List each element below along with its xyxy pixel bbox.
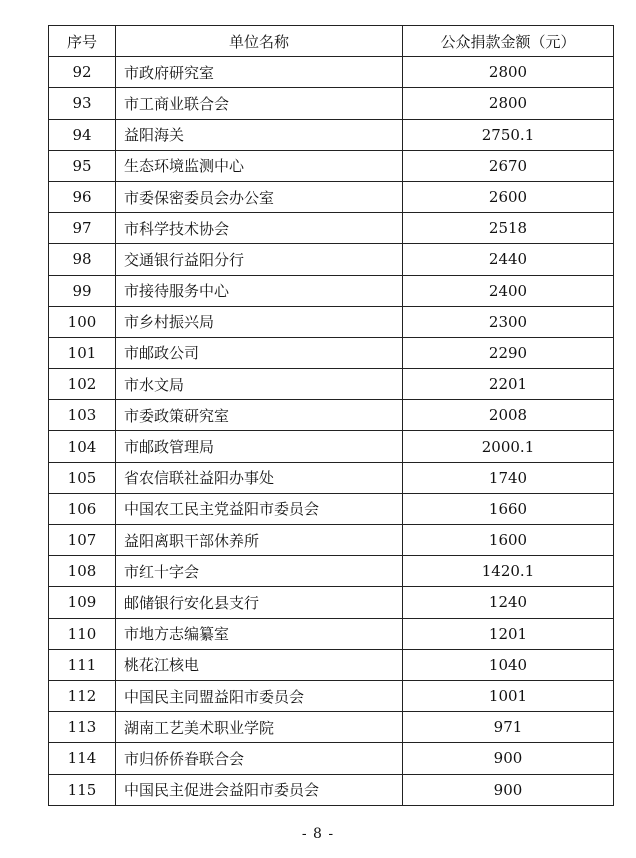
table-row (49, 181, 614, 212)
row-serial-number: 100 (49, 306, 116, 337)
row-serial-number: 106 (49, 493, 116, 524)
donation-table (48, 25, 614, 806)
row-donation-amount: 2201 (403, 369, 614, 400)
row-unit-name: 市邮政管理局 (116, 431, 403, 462)
table-row (49, 400, 614, 431)
row-serial-number: 96 (49, 181, 116, 212)
row-serial-number: 104 (49, 431, 116, 462)
row-unit-name: 桃花江核电 (116, 649, 403, 680)
row-unit-name: 市地方志编纂室 (116, 618, 403, 649)
row-donation-amount: 1240 (403, 587, 614, 618)
row-serial-number: 108 (49, 556, 116, 587)
row-donation-amount: 1001 (403, 680, 614, 711)
row-unit-name: 市红十字会 (116, 556, 403, 587)
table-row (49, 712, 614, 743)
row-donation-amount: 971 (403, 712, 614, 743)
row-unit-name: 市委保密委员会办公室 (116, 181, 403, 212)
row-unit-name: 生态环境监测中心 (116, 150, 403, 181)
row-donation-amount: 2300 (403, 306, 614, 337)
table-header (49, 26, 614, 57)
table-row (49, 743, 614, 774)
row-donation-amount: 2600 (403, 181, 614, 212)
row-unit-name: 中国农工民主党益阳市委员会 (116, 493, 403, 524)
row-donation-amount: 1201 (403, 618, 614, 649)
row-donation-amount: 2750.1 (403, 119, 614, 150)
row-donation-amount: 2008 (403, 400, 614, 431)
row-unit-name: 邮储银行安化县支行 (116, 587, 403, 618)
row-unit-name: 益阳海关 (116, 119, 403, 150)
row-donation-amount: 2518 (403, 213, 614, 244)
row-serial-number: 103 (49, 400, 116, 431)
table-row (49, 493, 614, 524)
row-unit-name: 中国民主促进会益阳市委员会 (116, 774, 403, 805)
row-donation-amount: 1740 (403, 462, 614, 493)
row-donation-amount: 2400 (403, 275, 614, 306)
row-unit-name: 市科学技术协会 (116, 213, 403, 244)
row-serial-number: 115 (49, 774, 116, 805)
row-donation-amount: 2800 (403, 57, 614, 88)
table-row (49, 774, 614, 805)
table-row (49, 462, 614, 493)
row-serial-number: 113 (49, 712, 116, 743)
table-row (49, 57, 614, 88)
table-row (49, 525, 614, 556)
table-body (49, 57, 614, 806)
table-row (49, 369, 614, 400)
row-donation-amount: 900 (403, 743, 614, 774)
table-row (49, 587, 614, 618)
row-unit-name: 市乡村振兴局 (116, 306, 403, 337)
row-serial-number: 97 (49, 213, 116, 244)
row-serial-number: 107 (49, 525, 116, 556)
row-serial-number: 110 (49, 618, 116, 649)
row-donation-amount: 2290 (403, 337, 614, 368)
table-row (49, 556, 614, 587)
row-unit-name: 市工商业联合会 (116, 88, 403, 119)
row-unit-name: 市委政策研究室 (116, 400, 403, 431)
table-row (49, 275, 614, 306)
table-row (49, 88, 614, 119)
table-row (49, 649, 614, 680)
row-unit-name: 市归侨侨眷联合会 (116, 743, 403, 774)
row-donation-amount: 1040 (403, 649, 614, 680)
row-donation-amount: 2440 (403, 244, 614, 275)
row-donation-amount: 1420.1 (403, 556, 614, 587)
row-serial-number: 92 (49, 57, 116, 88)
row-donation-amount: 2670 (403, 150, 614, 181)
table-row (49, 213, 614, 244)
table-row (49, 150, 614, 181)
header-unit-name: 单位名称 (116, 26, 403, 57)
header-donation-amount: 公众捐款金额（元） (403, 26, 614, 57)
row-unit-name: 市邮政公司 (116, 337, 403, 368)
table-row (49, 431, 614, 462)
page-number: - 8 - (301, 826, 335, 842)
table-row (49, 337, 614, 368)
row-donation-amount: 1660 (403, 493, 614, 524)
row-serial-number: 95 (49, 150, 116, 181)
row-unit-name: 市接待服务中心 (116, 275, 403, 306)
table-row (49, 680, 614, 711)
row-serial-number: 105 (49, 462, 116, 493)
row-unit-name: 省农信联社益阳办事处 (116, 462, 403, 493)
table-row (49, 306, 614, 337)
row-serial-number: 94 (49, 119, 116, 150)
header-row (49, 26, 614, 57)
row-donation-amount: 2000.1 (403, 431, 614, 462)
table-row (49, 244, 614, 275)
row-unit-name: 市水文局 (116, 369, 403, 400)
row-unit-name: 市政府研究室 (116, 57, 403, 88)
row-serial-number: 99 (49, 275, 116, 306)
row-donation-amount: 900 (403, 774, 614, 805)
row-serial-number: 109 (49, 587, 116, 618)
row-serial-number: 114 (49, 743, 116, 774)
header-serial-number: 序号 (49, 26, 116, 57)
row-unit-name: 交通银行益阳分行 (116, 244, 403, 275)
row-donation-amount: 2800 (403, 88, 614, 119)
row-serial-number: 98 (49, 244, 116, 275)
row-unit-name: 中国民主同盟益阳市委员会 (116, 680, 403, 711)
row-donation-amount: 1600 (403, 525, 614, 556)
row-serial-number: 102 (49, 369, 116, 400)
table-row (49, 119, 614, 150)
row-unit-name: 湖南工艺美术职业学院 (116, 712, 403, 743)
row-serial-number: 101 (49, 337, 116, 368)
row-unit-name: 益阳离职干部休养所 (116, 525, 403, 556)
row-serial-number: 111 (49, 649, 116, 680)
table-row (49, 618, 614, 649)
row-serial-number: 93 (49, 88, 116, 119)
row-serial-number: 112 (49, 680, 116, 711)
